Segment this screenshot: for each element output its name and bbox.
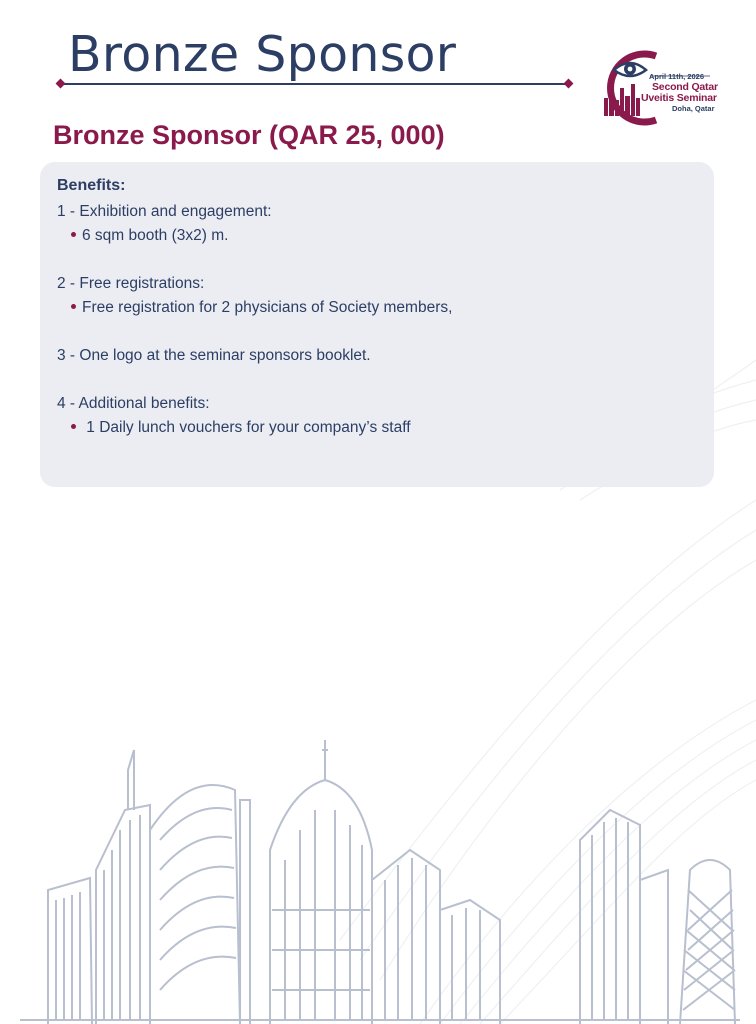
benefit-group: [57, 392, 694, 440]
logo-title-line2: Uveitis Seminar: [641, 92, 717, 104]
benefits-card: [40, 162, 714, 487]
benefit-bullet: [57, 296, 694, 320]
benefit-group: [57, 272, 694, 320]
bullet-dot-icon: [71, 232, 76, 237]
logo-date: April 11th, 2026: [649, 72, 705, 81]
benefit-bullet-text: 6 sqm booth (3x2) m.: [82, 227, 229, 244]
skyline-illustration: [0, 730, 756, 1024]
benefit-group-title: 3 - One logo at the seminar sponsors booklet.: [57, 347, 371, 364]
logo-city: Doha, Qatar: [672, 104, 715, 113]
page-title: Bronze Sponsor: [68, 26, 457, 83]
benefit-group-title: 4 - Additional benefits:: [57, 395, 210, 412]
bullet-dot-icon: [71, 304, 76, 309]
benefit-group-title: 1 - Exhibition and engagement:: [57, 203, 272, 220]
benefit-bullet-text: 1 Daily lunch vouchers for your company’s staff: [82, 419, 411, 436]
bullet-dot-icon: [71, 424, 76, 429]
benefit-bullet-text: Free registration for 2 physicians of Society members,: [82, 299, 453, 316]
benefit-bullet: [57, 416, 694, 440]
title-divider: [62, 83, 570, 85]
logo-title-line1: Second Qatar: [652, 81, 718, 93]
benefit-group: [57, 344, 694, 368]
benefits-label: Benefits:: [57, 177, 126, 194]
benefit-group: [57, 200, 694, 248]
benefit-group-title: 2 - Free registrations:: [57, 275, 205, 292]
section-heading: Bronze Sponsor (QAR 25, 000): [53, 120, 445, 150]
benefit-bullet: [57, 224, 694, 248]
